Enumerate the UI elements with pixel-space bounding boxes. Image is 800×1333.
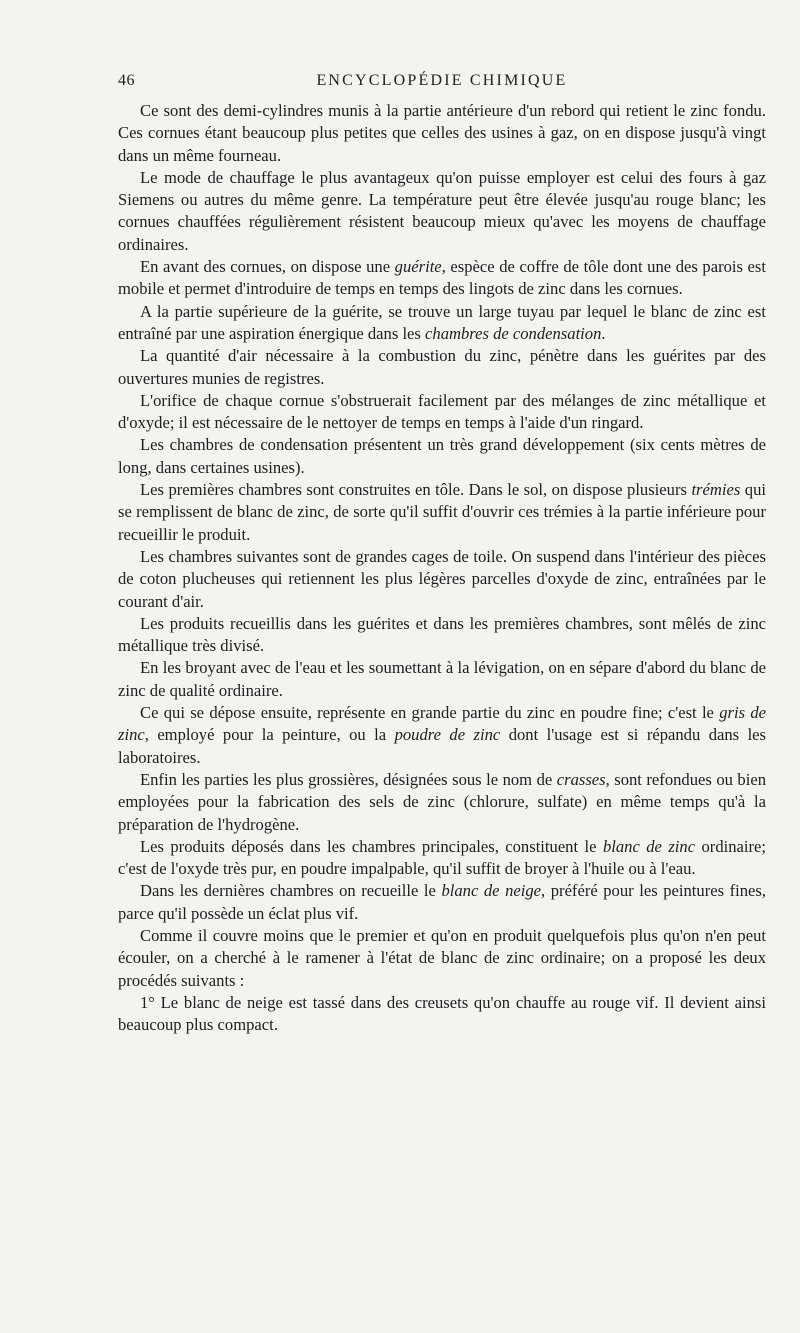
text-run: Les premières chambres sont construites en tôle. Dans le sol, on dispose plusieurs [140,480,692,500]
text-run: Ce qui se dépose ensuite, représente en grande partie du zinc en poudre fine; c'est le [140,703,720,723]
paragraph [118,256,766,301]
body-text [118,100,766,1036]
text-run: Enfin les parties les plus grossières, désignées sous le nom de [140,769,557,789]
paragraph [118,836,766,881]
text-run: , préféré pour les peintures fines, parce qu'il possède un éclat plus vif. [118,881,766,923]
paragraph [118,925,766,992]
text-run: 1° Le blanc de neige est tassé dans des creusets qu'on chauffe au rouge vif. Il devient ainsi beaucoup plus compact. [118,992,766,1035]
italic-term: crasses [556,769,606,789]
italic-term: trémies [691,480,741,500]
page-header [118,72,766,94]
paragraph [118,100,766,167]
italic-term: blanc de neige [441,881,542,901]
text-run: dont l'usage est si répandu dans les laboratoires. [118,725,766,767]
text-run: L'orifice de chaque cornue s'obstruerait facilement par des mélanges de zinc métallique et d'oxyde; il est nécessaire de le nettoyer de temps en temps à l'aide d'un ringard. [118,390,766,433]
text-run: ordinaire; c'est de l'oxyde très pur, en poudre impalpable, qu'il suffit de broyer à l'huile ou à l'eau. [118,836,766,879]
paragraph [118,301,766,346]
text-run: Les produits recueillis dans les guérites et dans les premières chambres, sont mêlés de zinc métallique très divisé. [118,613,766,656]
paragraph [118,769,766,836]
italic-term: poudre de zinc [394,725,501,745]
paragraph [118,546,766,613]
running-title: ENCYCLOPÉDIE CHIMIQUE [316,72,568,89]
paragraph [118,479,766,546]
text-run: Comme il couvre moins que le premier et qu'on en produit quelquefois plus qu'on n'en peut écouler, on a cherché à le ramener à l'état de blanc de zinc ordinaire; on a proposé les deux procédés suivants : [118,925,766,990]
paragraph [118,390,766,435]
page-number: 46 [118,72,135,89]
italic-term: gris de zinc [118,703,766,745]
text-run: , sont refondues ou bien employées pour la fabrication des sels de zinc (chlorure, sulfate) en même temps qu'à la préparation de l'hydrogène. [118,769,766,834]
text-run: Le mode de chauffage le plus avantageux qu'on puisse employer est celui des fours à gaz Siemens ou autres du même genre. La température peut être élevée jusqu'au rouge blanc; les cornues chauffées régulièrement résistent beaucoup mieux qu'avec les moyens de chauffage ordinaires. [118,167,766,254]
paragraph [118,613,766,658]
text-run: Dans les dernières chambres on recueille le [140,881,442,901]
text-run: La quantité d'air nécessaire à la combustion du zinc, pénètre dans les guérites par des ouvertures munies de registres. [118,346,766,388]
text-run: En avant des cornues, on dispose une [140,257,395,277]
text-run: , employé pour la peinture, ou la [144,725,395,745]
text-run: Les chambres suivantes sont de grandes cages de toile. On suspend dans l'intérieur des pièces de coton plucheuses qui retiennent les plus légères parcelles d'oxyde de zinc, entraînées par le courant d'air. [118,546,766,611]
paragraph [118,345,766,390]
text-run: Les produits déposés dans les chambres principales, constituent le [140,836,603,856]
italic-term: blanc de zinc [602,836,696,856]
text-run: qui se remplissent de blanc de zinc, de sorte qu'il suffit d'ouvrir ces trémies à la partie inférieure pour recueillir le produit. [118,480,766,544]
text-run: Les chambres de condensation présentent un très grand développement (six cents mètres de long, dans certaines usines). [118,435,766,477]
paragraph [118,702,766,769]
paragraph [118,434,766,479]
italic-term: chambres de condensation [425,323,602,343]
paragraph [118,992,766,1037]
italic-term: guérite [394,257,442,277]
paragraph [118,657,766,702]
text-run: . [601,323,606,343]
text-run: Ce sont des demi-cylindres munis à la partie antérieure d'un rebord qui retient le zinc fondu. Ces cornues étant beaucoup plus petites que celles des usines à gaz, on en dispose jusqu'à vingt dans un même fourneau. [118,101,766,165]
text-run: En les broyant avec de l'eau et les soumettant à la lévigation, on en sépare d'abord du blanc de zinc de qualité ordinaire. [118,658,766,700]
paragraph [118,167,766,256]
text-run: , espèce de coffre de tôle dont une des parois est mobile et permet d'introduire de temps en temps des lingots de zinc dans les cornues. [118,257,766,299]
paragraph [118,880,766,925]
text-run: A la partie supérieure de la guérite, se trouve un large tuyau par lequel le blanc de zinc est entraîné par une aspiration énergique dans les [118,301,766,343]
